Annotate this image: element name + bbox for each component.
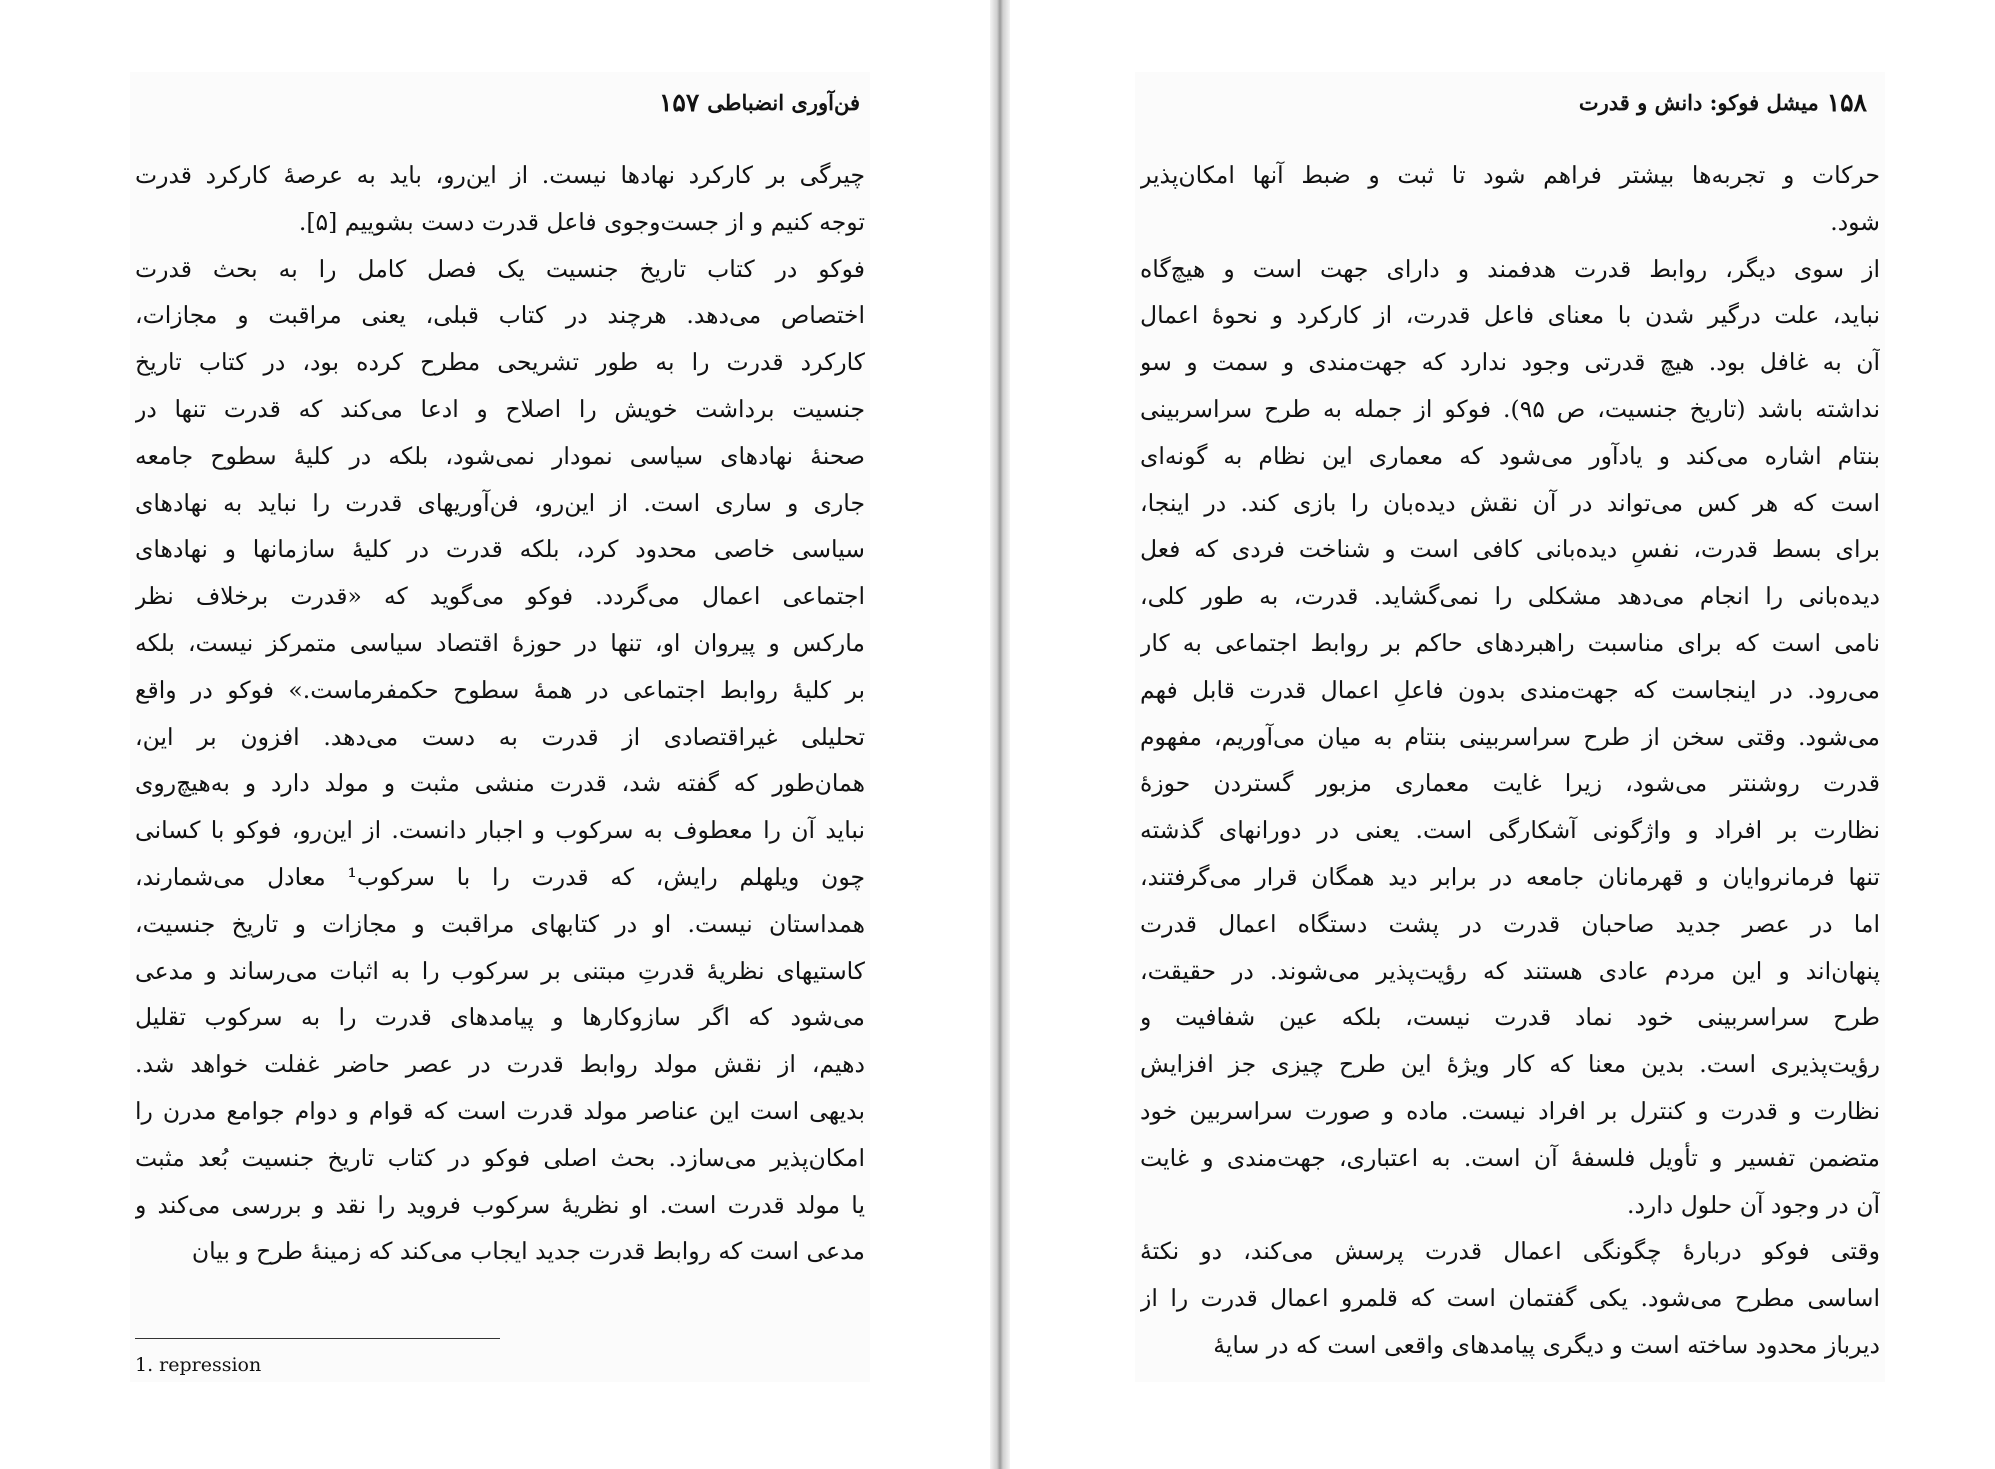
text-line: متضمن تفسیر و تأویل فلسفهٔ آن است. به اعتباری، جهت‌مندی و غایت (1140, 1143, 1880, 1172)
right-body-text (1140, 152, 1880, 1369)
text-line: نظارت و قدرت و کنترل بر افراد نیست. ماده و صورت سراسربین خود (1140, 1096, 1880, 1125)
text-line: می‌شود. وقتی سخن از طرح سراسربینی بنتام به میان می‌آوریم، مفهوم (1140, 722, 1880, 751)
right-text-block (1135, 72, 1885, 1382)
left-body-text (135, 152, 865, 1275)
text-line: نظارت بر افراد و واژگونی آشکارگی است. یعنی در دورانهای گذشته (1140, 816, 1880, 845)
text-line: دیده‌بانی را انجام می‌دهد مشکلی را نمی‌گشاید. قدرت، به طور کلی، (1140, 582, 1880, 611)
text-line: کارکرد قدرت را به طور تشریحی مطرح کرده بود، در کتاب تاریخ (135, 348, 865, 377)
left-running-head (140, 82, 860, 122)
text-line: رؤیت‌پذیری است. بدین معنا که کار ویژهٔ این طرح چیزی جز افزایش (1140, 1050, 1880, 1079)
left-running-title: فن‌آوری انضباطی (707, 89, 860, 115)
text-line: جنسیت برداشت خویش را اصلاح و ادعا می‌کند که قدرت تنها در (135, 394, 865, 423)
text-line: شود. (1830, 207, 1880, 236)
text-line: اما در عصر جدید صاحبان قدرت در پشت دستگاه اعمال قدرت (1140, 909, 1880, 938)
right-page-number: ۱۵۸ (1826, 87, 1867, 117)
text-line: بنتام اشاره می‌کند و یادآور می‌شود که معماری این نظام به گونه‌ای (1140, 441, 1880, 470)
text-line: وقتی فوکو دربارهٔ چگونگی اعمال قدرت پرسش می‌کند، دو نکتهٔ (1140, 1237, 1880, 1266)
text-line: تنها فرمانروایان و قهرمانان جامعه در برابر دید همگان قرار می‌گرفتند، (1140, 862, 1880, 891)
right-running-title: میشل فوکو: دانش و قدرت (1578, 89, 1819, 115)
text-line: اجتماعی اعمال می‌گردد. فوکو می‌گوید که «قدرت برخلاف نظر (135, 582, 865, 611)
text-line: مارکس و پیروان او، تنها در حوزهٔ اقتصاد سیاسی متمرکز نیست، بلکه (135, 628, 865, 657)
text-line: نباید آن را معطوف به سرکوب و اجبار دانست. از این‌رو، فوکو با کسانی (135, 816, 865, 845)
text-line: پنهان‌اند و این مردم عادی هستند که رؤیت‌پذیر می‌شوند. در حقیقت، (1140, 956, 1880, 985)
text-line: نباید، علت درگیر شدن با معنای فاعل قدرت، از کارکرد و نحوهٔ اعمال (1140, 301, 1880, 330)
text-line: دهیم، از نقش مولد روابط قدرت در عصر حاضر غفلت خواهد شد. (135, 1050, 865, 1079)
footnote: 1. repression (135, 1354, 262, 1376)
text-line: حرکات و تجربه‌ها بیشتر فراهم شود تا ثبت و ضبط آنها امکان‌پذیر (1140, 161, 1880, 189)
text-line: برای بسط قدرت، نفسِ دیده‌بانی کافی است و شناخت فردی که فعل (1140, 535, 1880, 564)
text-line: دیرباز محدود ساخته است و دیگری پیامدهای واقعی است که در سایهٔ (1213, 1330, 1880, 1359)
left-page-number: ۱۵۷ (658, 87, 700, 117)
text-line: توجه کنیم و از جست‌وجوی فاعل قدرت دست بشوییم [۵]. (298, 207, 865, 236)
text-line: طرح سراسربینی خود نماد قدرت نیست، بلکه عین شفافیت و (1140, 1003, 1880, 1032)
text-line: است که هر کس می‌تواند در آن نقش دیده‌بان را بازی کند. در اینجا، (1140, 488, 1880, 517)
right-page (1010, 0, 1995, 1469)
text-line: اختصاص می‌دهد. هرچند در کتاب قبلی، یعنی مراقبت و مجازات، (135, 301, 865, 330)
footnote-rule (135, 1338, 500, 1339)
text-line: چیرگی بر کارکرد نهادها نیست. از این‌رو، باید به عرصهٔ کارکرد قدرت (135, 161, 865, 189)
text-line: امکان‌پذیر می‌سازد. بحث اصلی فوکو در کتاب تاریخ جنسیت بُعد مثبت (135, 1143, 865, 1172)
right-running-head (1145, 82, 1875, 122)
text-line: آن در وجود آن حلول دارد. (1626, 1190, 1880, 1219)
text-line: از سوی دیگر، روابط قدرت هدفمند و دارای جهت است و هیچ‌گاه (1140, 254, 1880, 283)
text-line: اساسی مطرح می‌شود. یکی گفتمان است که قلمرو اعمال قدرت را از (1140, 1284, 1880, 1313)
text-line: همداستان نیست. او در کتابهای مراقبت و مجازات و تاریخ جنسیت، (135, 909, 865, 938)
text-line: تحلیلی غیراقتصادی از قدرت به دست می‌دهد. افزون بر این، (135, 722, 865, 751)
text-line: بر کلیهٔ روابط اجتماعی در همهٔ سطوح حکمفرماست.» فوکو در واقع (135, 675, 865, 704)
text-line: صحنهٔ نهادهای سیاسی نمودار نمی‌شود، بلکه در کلیهٔ سطوح جامعه (135, 441, 865, 470)
text-line: بدیهی است این عناصر مولد قدرت است که قوام و دوام جوامع مدرن را (135, 1096, 865, 1125)
text-line: چون ویلهلم رایش، که قدرت را با سرکوب¹ معادل می‌شمارند، (135, 862, 865, 891)
text-line: فوکو در کتاب تاریخ جنسیت یک فصل کامل را به بحث قدرت (135, 254, 865, 283)
text-line: نداشته باشد (تاریخ جنسیت، ص ۹۵). فوکو از جمله به طرح سراسربینی (1140, 394, 1880, 423)
book-gutter (990, 0, 1010, 1469)
text-line: نامی است که برای مناسبت راهبردهای حاکم بر روابط اجتماعی به کار (1140, 628, 1880, 657)
text-line: یا مولد قدرت است. او نظریهٔ سرکوب فروید را نقد و بررسی می‌کند و (135, 1190, 865, 1219)
text-line: قدرت روشنتر می‌شود، زیرا غایت معماری مزبور گستردن حوزهٔ (1140, 769, 1880, 798)
left-text-block (130, 72, 870, 1382)
text-line: سیاسی خاصی محدود کرد، بلکه قدرت در کلیهٔ سازمانها و نهادهای (135, 535, 865, 564)
text-line: مدعی است که روابط قدرت جدید ایجاب می‌کند که زمینهٔ طرح و بیان (191, 1237, 865, 1266)
text-line: می‌شود که اگر سازوکارها و پیامدهای قدرت را به سرکوب تقلیل (135, 1003, 865, 1032)
text-line: جاری و ساری است. از این‌رو، فن‌آوریهای قدرت را نباید به نهادهای (135, 488, 865, 517)
text-line: کاستیهای نظریهٔ قدرتِ مبتنی بر سرکوب را به اثبات می‌رساند و مدعی (135, 956, 865, 985)
text-line: همان‌طور که گفته شد، قدرت منشی مثبت و مولد دارد و به‌هیچ‌روی (135, 769, 865, 798)
text-line: آن به غافل بود. هیچ قدرتی وجود ندارد که جهت‌مندی و سمت و سو (1140, 348, 1880, 377)
left-page (0, 0, 990, 1469)
text-line: می‌رود. در اینجاست که جهت‌مندی بدون فاعلِ اعمال قدرت قابل فهم (1140, 675, 1880, 704)
